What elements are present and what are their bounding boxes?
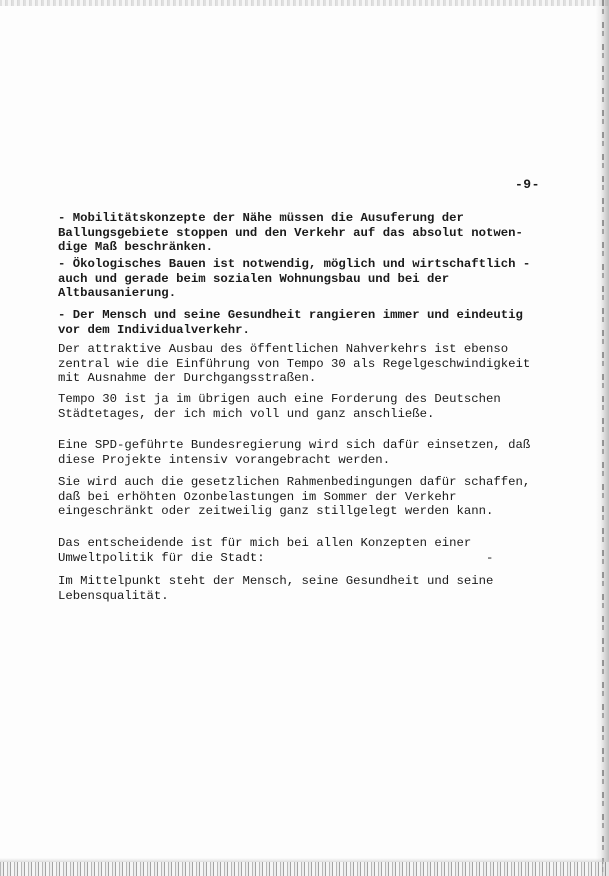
paragraph-decisive-point: Das entscheidende ist für mich bei allen Konzepten einer Umweltpolitik für die Stadt: - bbox=[58, 536, 494, 565]
paragraph-human-health: - Der Mensch und seine Gesundheit rangieren immer und eindeutig vor dem Individualverkehr. bbox=[58, 308, 523, 337]
paragraph-mobility: - Mobilitätskonzepte der Nähe müssen die Ausuferung der Ballungsgebiete stoppen und den Verkehr auf das absolut notwen- dige Maß beschränken. bbox=[58, 211, 523, 254]
scan-edge-right-line bbox=[602, 0, 604, 876]
page-number: -9- bbox=[515, 177, 540, 192]
paragraph-public-transport: Der attraktive Ausbau des öffentlichen Nahverkehrs ist ebenso zentral wie die Einführung von Tempo 30 als Regelgeschwindigkeit mit Ausnahme der Durchgangsstraßen. bbox=[58, 342, 531, 385]
paragraph-ecological-building: - Ökologisches Bauen ist notwendig, möglich und wirtschaftlich - auch und gerade beim sozialen Wohnungsbau und bei der Altbausanierung. bbox=[58, 257, 531, 300]
paragraph-spd-government: Eine SPD-geführte Bundesregierung wird sich dafür einsetzen, daß diese Projekte intensiv vorangebracht werden. bbox=[58, 438, 531, 467]
scan-edge-top bbox=[0, 0, 609, 6]
paragraph-legal-framework: Sie wird auch die gesetzlichen Rahmenbedingungen dafür schaffen, daß bei erhöhten Ozonbelastungen im Sommer der Verkehr eingeschränkt oder zeitweilig ganz stillgelegt werden kann. bbox=[58, 475, 531, 518]
scan-edge-bottom bbox=[0, 862, 609, 876]
paragraph-human-centre: Im Mittelpunkt steht der Mensch, seine Gesundheit und seine Lebensqualität. bbox=[58, 574, 494, 603]
paragraph-tempo-30: Tempo 30 ist ja im übrigen auch eine Forderung des Deutschen Städtetages, der ich mich voll und ganz anschließe. bbox=[58, 392, 501, 421]
